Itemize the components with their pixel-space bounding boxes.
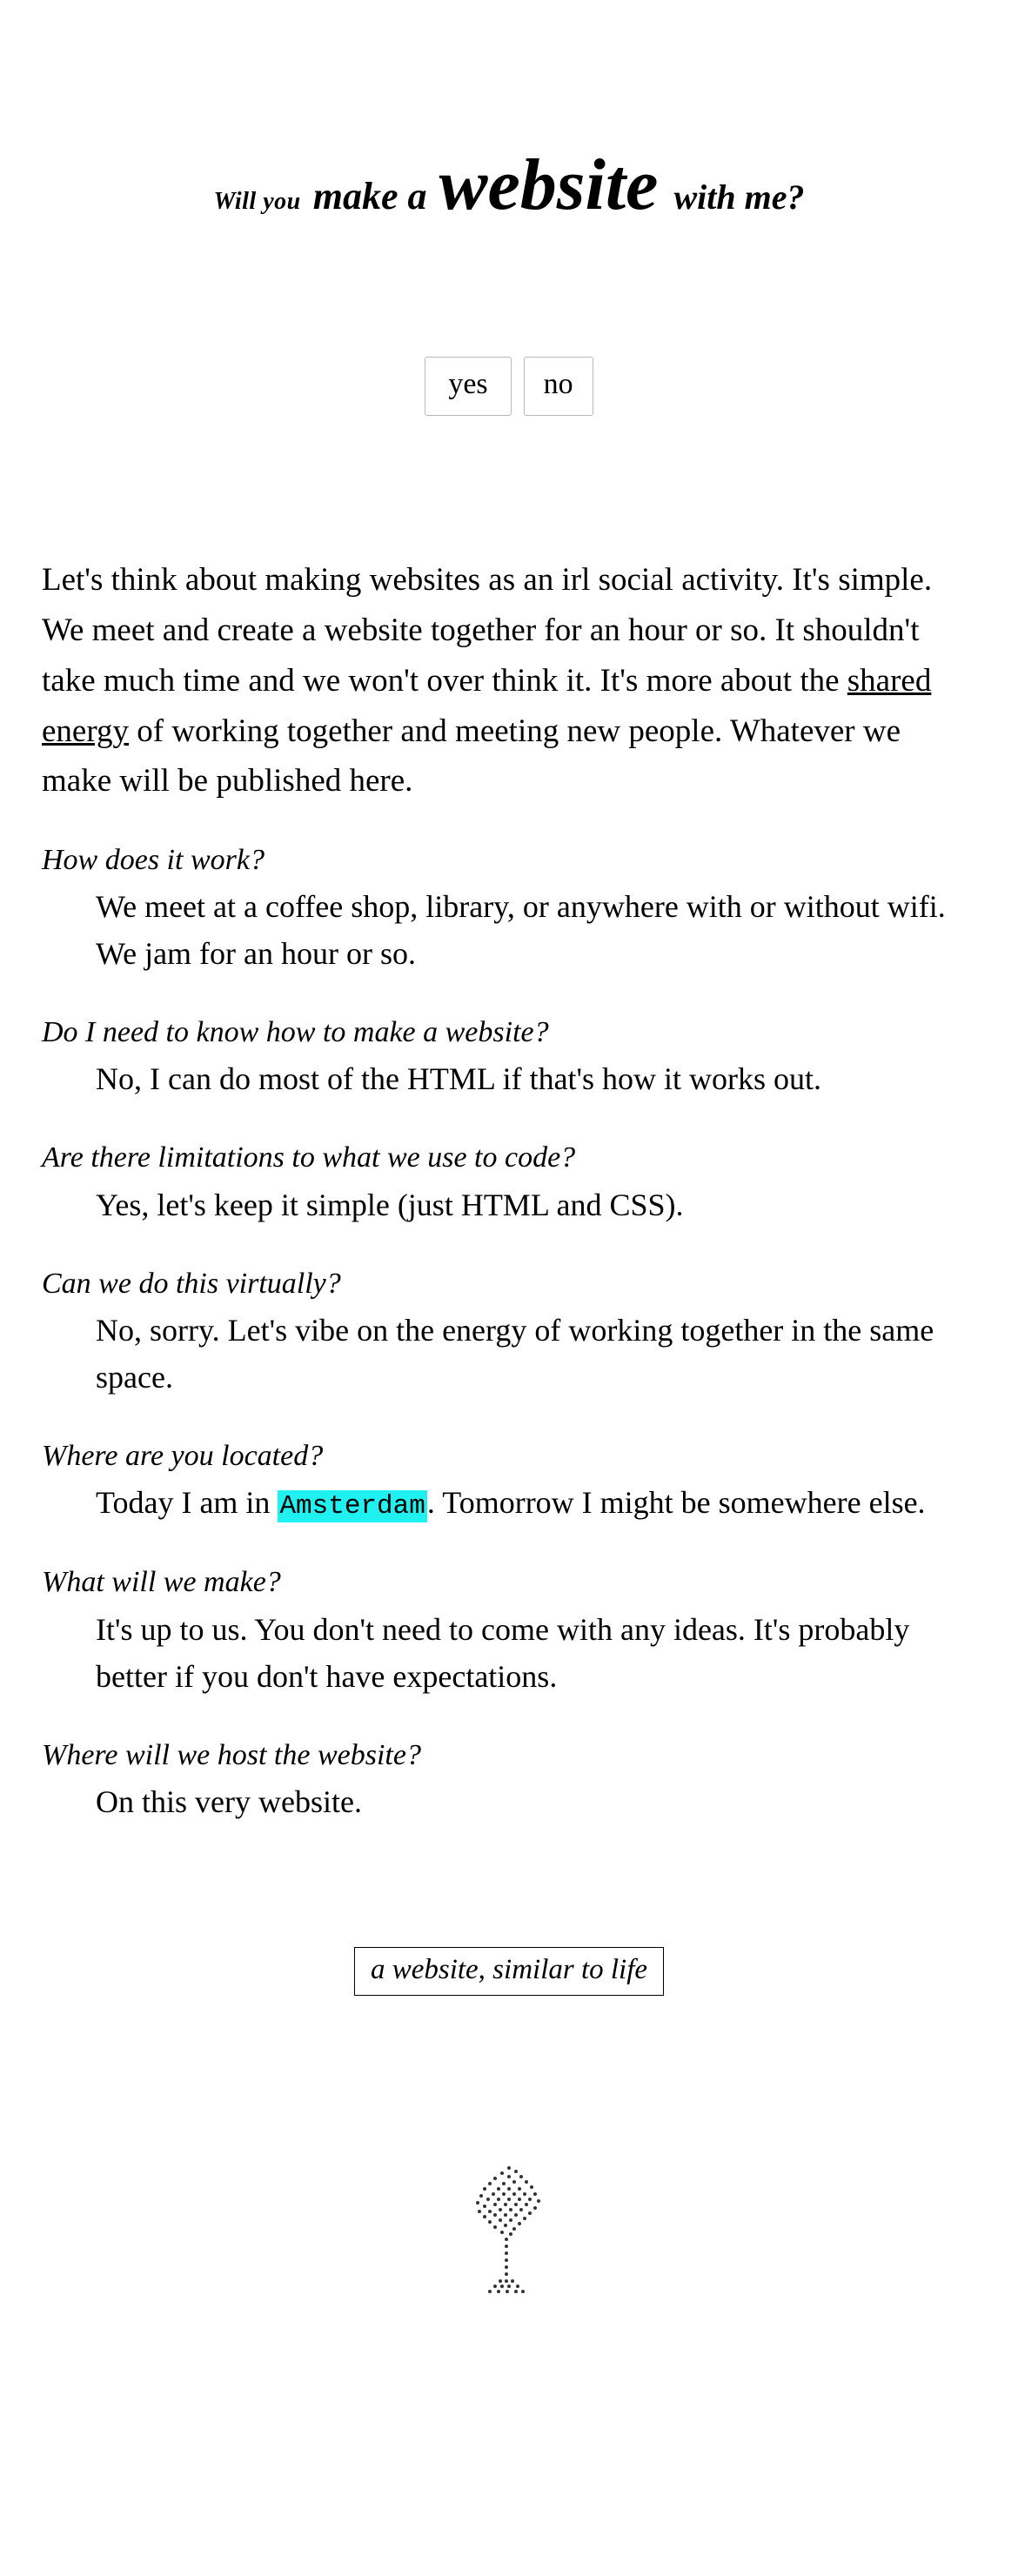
faq-question: Do I need to know how to make a website? bbox=[42, 1016, 549, 1049]
faq-answer bbox=[42, 1479, 976, 1528]
no-button[interactable]: no bbox=[524, 357, 593, 416]
headline-part-1: Will you bbox=[213, 188, 301, 216]
faq-answer: No, sorry. Let's vibe on the energy of working together in the same space. bbox=[96, 1312, 934, 1395]
intro-text-after-link: of working together and meeting new people. Whatever we make will be published here. bbox=[42, 713, 901, 800]
headline-part-3: website bbox=[439, 144, 659, 226]
shared-energy-link[interactable]: shared energy bbox=[42, 662, 932, 749]
faq-item-location bbox=[42, 1437, 976, 1528]
yes-button[interactable]: yes bbox=[425, 357, 511, 416]
faq-question: Where are you located? bbox=[42, 1439, 324, 1472]
faq-question: What will we make? bbox=[42, 1566, 281, 1599]
tagline: a website, similar to life bbox=[354, 1947, 664, 1996]
faq-question: How does it work? bbox=[42, 844, 265, 877]
faq-answer: Yes, let's keep it simple (just HTML and CSS). bbox=[96, 1187, 684, 1222]
faq-item bbox=[42, 1265, 976, 1401]
page-title bbox=[0, 18, 1018, 226]
faq-question: Are there limitations to what we use to code? bbox=[42, 1141, 576, 1174]
intro-text-before-link: Let's think about making websites as an irl social activity. It's simple. We meet and create a website together for an hour or so. It shouldn't take much time and we won't over think it. It's more about the bbox=[42, 562, 933, 699]
location-highlight: Amsterdam bbox=[279, 1490, 425, 1522]
faq-answer: We meet at a coffee shop, library, or anywhere with or without wifi. We jam for an hour or so. bbox=[96, 889, 946, 972]
dotted-tree-icon bbox=[457, 2161, 561, 2309]
faq-answer: On this very website. bbox=[96, 1783, 362, 1819]
faq-question: Can we do this virtually? bbox=[42, 1267, 341, 1300]
choice-buttons bbox=[0, 357, 1018, 416]
faq-item bbox=[42, 841, 976, 977]
intro-paragraph bbox=[42, 555, 976, 806]
tagline-container bbox=[42, 1947, 976, 1996]
page-root bbox=[0, 18, 1018, 2386]
faq-item bbox=[42, 1563, 976, 1699]
faq-item bbox=[42, 1014, 976, 1102]
faq-answer: No, I can do most of the HTML if that's how it works out. bbox=[96, 1061, 822, 1097]
tree-container bbox=[42, 2161, 976, 2387]
headline-part-2: make a bbox=[312, 175, 427, 218]
faq-item bbox=[42, 1139, 976, 1228]
main-content bbox=[21, 555, 997, 2386]
faq-item bbox=[42, 1736, 976, 1825]
faq-answer: It's up to us. You don't need to come with any ideas. It's probably better if you don't have expectations. bbox=[96, 1611, 910, 1694]
answer-text-after: . Tomorrow I might be somewhere else. bbox=[426, 1484, 926, 1520]
faq-list bbox=[42, 841, 976, 1825]
answer-text-before: Today I am in bbox=[96, 1484, 278, 1520]
faq-question: Where will we host the website? bbox=[42, 1738, 421, 1771]
headline-part-4: with me? bbox=[673, 177, 805, 217]
